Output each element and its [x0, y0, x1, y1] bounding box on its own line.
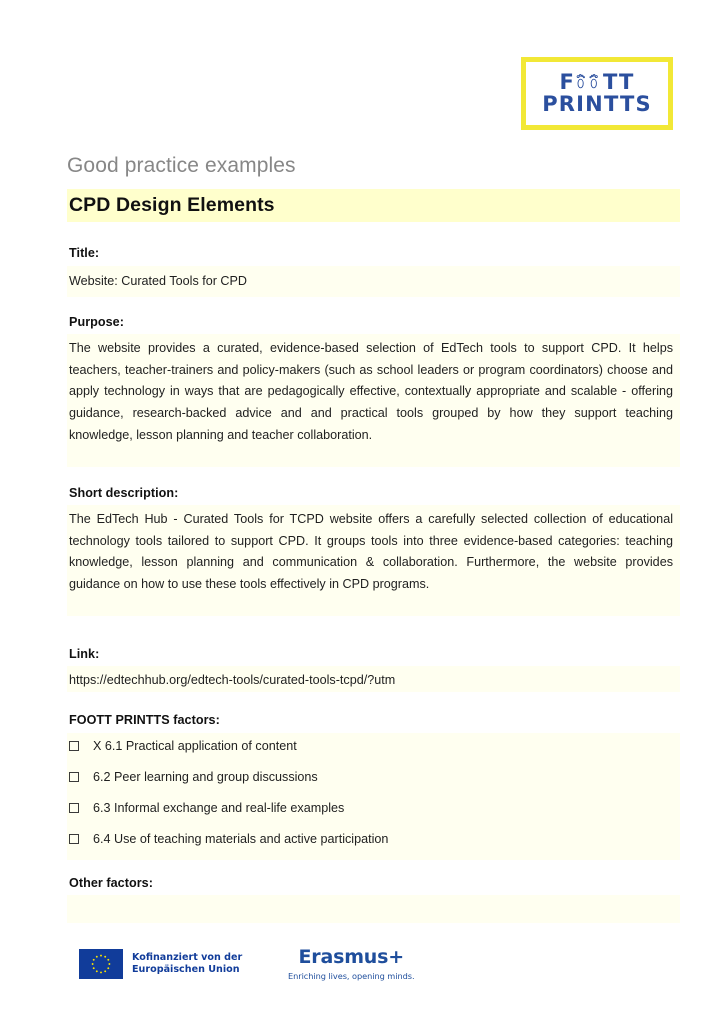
- factor-label: 6.3 Informal exchange and real-life examples: [93, 801, 345, 815]
- purpose-label: Purpose:: [69, 315, 124, 329]
- checkbox-icon[interactable]: [69, 834, 79, 844]
- link-value[interactable]: https://edtechhub.org/edtech-tools/curated-tools-tcpd/?utm: [69, 673, 396, 687]
- checkbox-icon[interactable]: [69, 803, 79, 813]
- erasmus-name: Erasmus+: [298, 946, 404, 968]
- eu-cofunding-logo: [79, 949, 242, 979]
- eu-flag-icon: [79, 949, 123, 979]
- footprints-icon: [576, 72, 602, 92]
- foott-printts-logo: [521, 57, 673, 130]
- other-factors-value-band: [67, 895, 680, 923]
- logo-line-two: PRINTTS: [542, 92, 652, 116]
- checkbox-icon[interactable]: [69, 741, 79, 751]
- erasmus-plus-logo: [288, 948, 415, 981]
- erasmus-tagline: Enriching lives, opening minds.: [288, 971, 415, 981]
- factor-checkbox-row-2[interactable]: [69, 770, 318, 784]
- factor-checkbox-row-3[interactable]: [69, 801, 344, 815]
- page-title-band: [67, 189, 680, 222]
- factor-label: X 6.1 Practical application of content: [93, 739, 297, 753]
- factor-checkbox-row-4[interactable]: [69, 832, 388, 846]
- short-description-value: The EdTech Hub - Curated Tools for TCPD website offers a carefully selected collection of educational technology tools tailored to support CPD. It groups tools into three evidence-based categories: teaching knowledge, lesson planning and communication & collaboration. Furthermore, the website provides guidance on how to use these tools effectively in CPD programs.: [69, 512, 673, 591]
- page-eyebrow: Good practice examples: [67, 154, 296, 177]
- checkbox-icon[interactable]: [69, 772, 79, 782]
- title-value: Website: Curated Tools for CPD: [69, 274, 248, 288]
- factors-label: FOOTT PRINTTS factors:: [69, 713, 220, 727]
- factor-label: 6.2 Peer learning and group discussions: [93, 770, 318, 784]
- link-label: Link:: [69, 647, 100, 661]
- eu-cofunding-text: [132, 952, 242, 976]
- purpose-value: The website provides a curated, evidence-based selection of EdTech tools to support CPD. It helps teachers, teacher-trainers and policy-makers (such as school leaders or program coordinators) choose and apply technology in ways that are pedagogically effective, contextually appropriate and scalable - offering guidance, research-backed advice and and practical tools grouped by how they support teaching knowledge, lesson planning and teacher collaboration.: [69, 341, 673, 442]
- page-title: CPD Design Elements: [69, 194, 275, 216]
- factor-label: 6.4 Use of teaching materials and active participation: [93, 832, 389, 846]
- factor-checkbox-row-1[interactable]: [69, 739, 297, 753]
- short-description-label: Short description:: [69, 486, 179, 500]
- eu-text-line-2: Europäischen Union: [132, 964, 240, 975]
- logo-line-one: [559, 69, 635, 94]
- eu-text-line-1: Kofinanziert von der: [132, 951, 243, 963]
- title-label: Title:: [69, 246, 100, 260]
- other-factors-label: Other factors:: [69, 876, 153, 890]
- logo-text-after: TT: [603, 69, 635, 94]
- logo-text-before: F: [559, 69, 575, 94]
